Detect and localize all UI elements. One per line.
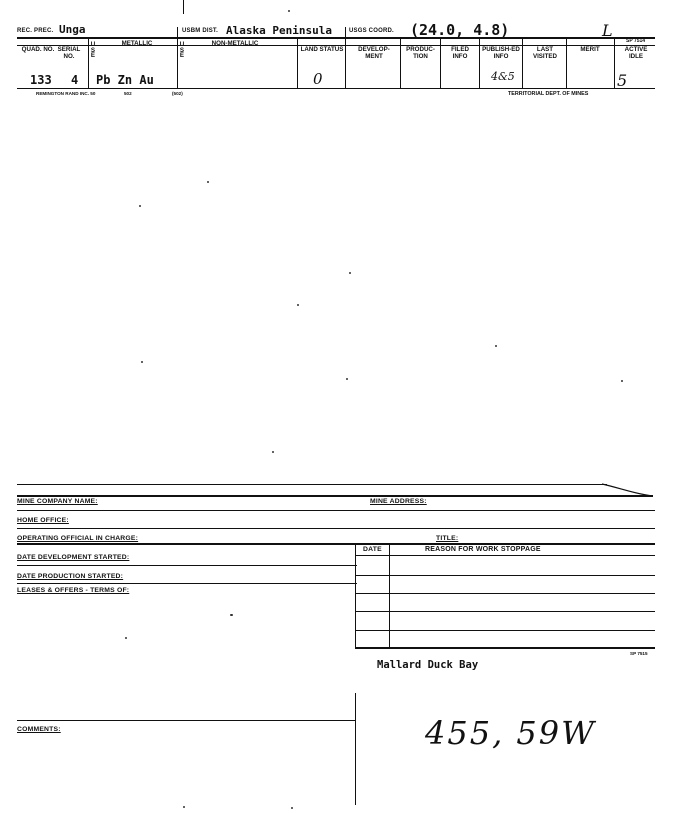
usgs-coord-label: USGS COORD. <box>349 28 394 34</box>
col-development: DEVELOP-MENT <box>358 46 390 60</box>
margin-mark <box>183 0 184 14</box>
speck <box>141 361 143 363</box>
usgs-coord-value: (24.0, 4.8) <box>410 21 510 39</box>
date-development-label: DATE DEVELOPMENT STARTED: <box>17 554 130 561</box>
date-column-header: DATE <box>363 546 382 553</box>
curl-mark <box>600 480 655 502</box>
speck <box>207 181 209 183</box>
mine-address-label: MINE ADDRESS: <box>370 498 427 505</box>
col-quad-no: QUAD. NO. <box>21 46 55 53</box>
col-use-metallic: U S E <box>90 41 96 59</box>
printer-mid: (502) <box>172 91 183 96</box>
form-number-top: SP 7514 <box>626 38 646 44</box>
col-use-nonmetallic: U S E <box>179 41 185 59</box>
speck <box>183 806 185 808</box>
usbm-dist-value: Alaska Peninsula <box>226 24 332 37</box>
operating-official-label: OPERATING OFFICIAL IN CHARGE: <box>17 535 139 542</box>
quad-value: 133 <box>30 73 52 87</box>
col-land-status: LAND STATUS <box>300 46 344 53</box>
col-serial-no: SERIAL NO. <box>57 46 81 60</box>
col-merit: MERIT <box>580 46 600 53</box>
serial-value: 4 <box>71 73 79 87</box>
comments-label: COMMENTS: <box>17 726 61 733</box>
active-idle-value: 5 <box>617 71 628 90</box>
speck <box>125 637 127 639</box>
date-production-label: DATE PRODUCTION STARTED: <box>17 573 124 580</box>
leases-label: LEASES & OFFERS - TERMS OF: <box>17 587 130 594</box>
handwritten-coordinates: 455, 59W <box>425 714 597 752</box>
col-non-metallic: NON-METALLIC <box>211 40 259 47</box>
location-name: Mallard Duck Bay <box>377 659 479 671</box>
col-last-visited: LAST VISITED <box>532 46 558 60</box>
reason-column-header: REASON FOR WORK STOPPAGE <box>425 546 541 553</box>
published-value: 4&5 <box>491 70 515 83</box>
col-metallic: METALLIC <box>121 40 153 47</box>
speck <box>297 304 299 306</box>
metallic-value: Pb Zn Au <box>96 73 154 87</box>
rec-prec-label: REC. PREC. <box>17 28 54 34</box>
speck <box>495 345 497 347</box>
land-status-value: 0 <box>313 70 323 88</box>
printer-info: REMINGTON RAND INC. 50 <box>36 91 96 96</box>
corner-mark: L <box>602 21 613 40</box>
header-rule <box>17 37 655 39</box>
speck <box>288 10 290 12</box>
usbm-dist-label: USBM DIST. <box>182 28 219 34</box>
speck <box>272 451 274 453</box>
col-production: PRODUC-TION <box>406 46 435 60</box>
form-number-bottom: SP 7515 <box>630 651 648 656</box>
printer-code: 502 <box>124 91 132 96</box>
speck <box>230 614 233 616</box>
col-active-idle: ACTIVE IDLE <box>624 46 648 60</box>
home-office-label: HOME OFFICE: <box>17 517 69 524</box>
speck <box>139 205 141 207</box>
speck <box>346 378 348 380</box>
title-label: TITLE: <box>436 535 459 542</box>
speck <box>621 380 623 382</box>
speck <box>291 807 293 809</box>
mine-company-name-label: MINE COMPANY NAME: <box>17 498 98 505</box>
col-published-info: PUBLISH-ED INFO <box>482 46 520 60</box>
rec-prec-value: Unga <box>59 23 86 36</box>
speck <box>349 272 351 274</box>
col-filed-info: FILED INFO <box>451 46 469 60</box>
issuer: TERRITORIAL DEPT. OF MINES <box>508 91 589 97</box>
